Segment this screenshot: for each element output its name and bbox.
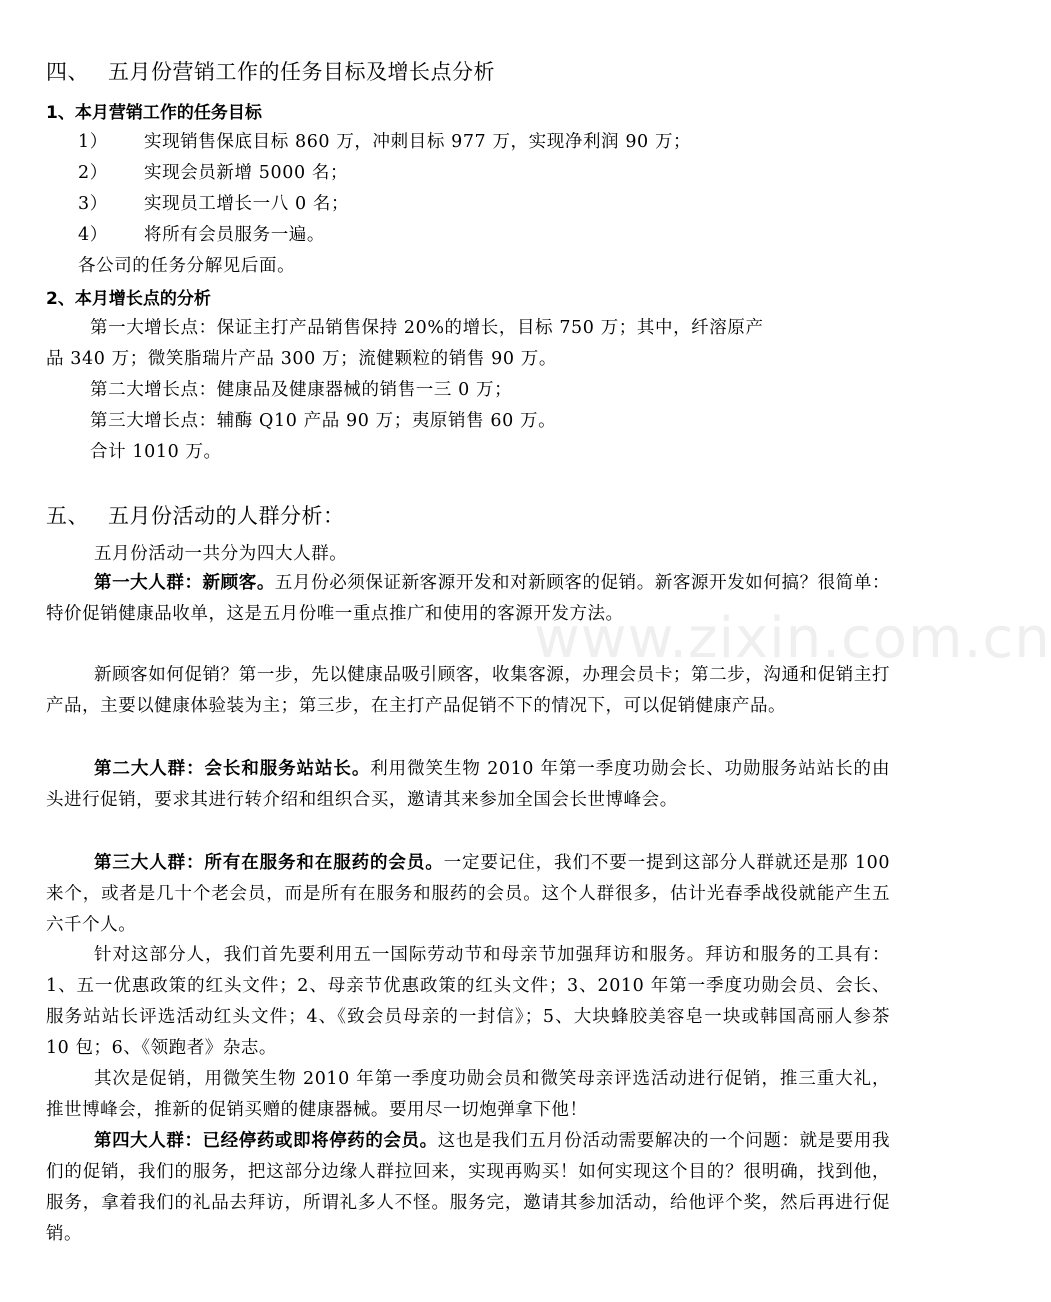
group3-label: 第三大人群：所有在服务和在服药的会员。	[94, 853, 444, 873]
group4-text: 这也是我们五月份活动需要解决的一个问题：就是要用我们的促销，我们的服务，把这部分边缘人群拉回来，实现再购买！如何实现这个目的？很明确，找到他，服务，拿着我们的礼品去拜访，所谓礼多人不怪。服务完，邀请其参加活动，给他评个奖，然后再进行促销。	[46, 1131, 891, 1244]
section4-heading	[46, 56, 495, 86]
group3-paragraph	[46, 848, 890, 941]
group2-text: 利用微笑生物 2010 年第一季度功勋会长、功勋服务站站长的由头进行促销，要求其进行转介绍和组织合买，邀请其来参加全国会长世博峰会。	[46, 759, 890, 810]
growth-point-2: 第二大增长点：健康品及健康器械的销售一三 0 万；	[90, 380, 513, 400]
section5-intro: 五月份活动一共分为四大人群。	[94, 544, 348, 564]
growth-total: 合计 1010 万。	[90, 442, 222, 462]
section4-title: 五月份营销工作的任务目标及增长点分析	[108, 60, 495, 84]
growth-point-1-line2: 品 340 万；微笑脂瑞片产品 300 万；流健颗粒的销售 90 万。	[46, 349, 557, 369]
growth-point-3: 第三大增长点：辅酶 Q10 产品 90 万；夷原销售 60 万。	[90, 411, 557, 431]
group1-detail: 新顾客如何促销？第一步，先以健康品吸引顾客，收集客源，办理会员卡；第二步，沟通和促销主打产品，主要以健康体验装为主；第三步，在主打产品促销不下的情况下，可以促销健康产品。	[46, 665, 890, 716]
group1-label: 第一大人群：新顾客。	[94, 573, 275, 593]
goal-item-number: 4）	[78, 225, 108, 245]
group3-detail-2: 其次是促销，用微笑生物 2010 年第一季度功勋会员和微笑母亲评选活动进行促销，推三重大礼，推世博峰会，推新的促销买赠的健康器械。要用尽一切炮弹拿下他！	[46, 1069, 890, 1120]
goal-item-4	[78, 221, 325, 246]
goal-item-2	[78, 159, 348, 184]
goal-item-number: 1）	[78, 132, 108, 152]
sub1-heading: 1、本月营销工作的任务目标	[46, 103, 262, 123]
section5-heading	[46, 500, 345, 530]
growth-point-1-line1: 第一大增长点：保证主打产品销售保持 20%的增长，目标 750 万；其中，纤溶原产	[90, 318, 764, 338]
goal-item-text: 将所有会员服务一遍。	[144, 225, 325, 245]
goal-item-number: 3）	[78, 194, 108, 214]
goal-item-text: 实现销售保底目标 860 万，冲刺目标 977 万，实现净利润 90 万；	[144, 132, 692, 152]
group3-detail-1: 针对这部分人，我们首先要利用五一国际劳动节和母亲节加强拜访和服务。拜访和服务的工具有：1、五一优惠政策的红头文件；2、母亲节优惠政策的红头文件；3、2010 年第一季度功勋会员、会长、服务站站长评选活动红头文件；4、《致会员母亲的一封信》；5、大块蜂胶美容皂一块或韩国高丽人参茶 10 包；6、《领跑者》杂志。	[46, 945, 890, 1058]
group2-paragraph	[46, 754, 890, 816]
goal-item-1	[78, 128, 691, 153]
group3-text: 一定要记住，我们不要一提到这部分人群就还是那 100 来个，或者是几十个老会员，而是所有在服务和服药的会员。这个人群很多，估计光春季战役就能产生五六千个人。	[46, 853, 890, 935]
watermark: www.zixin.com.cn	[534, 606, 1051, 671]
section5-number: 五、	[46, 504, 89, 528]
group1-text: 五月份必须保证新客源开发和对新顾客的促销。新客源开发如何搞？很简单：特价促销健康品收单，这是五月份唯一重点推广和使用的客源开发方法。	[46, 573, 890, 624]
goal-item-number: 2）	[78, 163, 108, 183]
group2-label: 第二大人群：会长和服务站站长。	[94, 759, 371, 779]
section5-title: 五月份活动的人群分析：	[108, 504, 345, 528]
goal-item-text: 实现员工增长一八 0 名；	[144, 194, 350, 214]
section4-number: 四、	[46, 60, 89, 84]
sub2-heading: 2、本月增长点的分析	[46, 289, 211, 309]
group4-label: 第四大人群：已经停药或即将停药的会员。	[94, 1131, 438, 1151]
group1-paragraph	[46, 568, 890, 630]
goal-item-text: 实现会员新增 5000 名；	[144, 163, 349, 183]
task-note: 各公司的任务分解见后面。	[78, 256, 296, 276]
goal-item-3	[78, 190, 349, 215]
group4-paragraph	[46, 1126, 890, 1250]
